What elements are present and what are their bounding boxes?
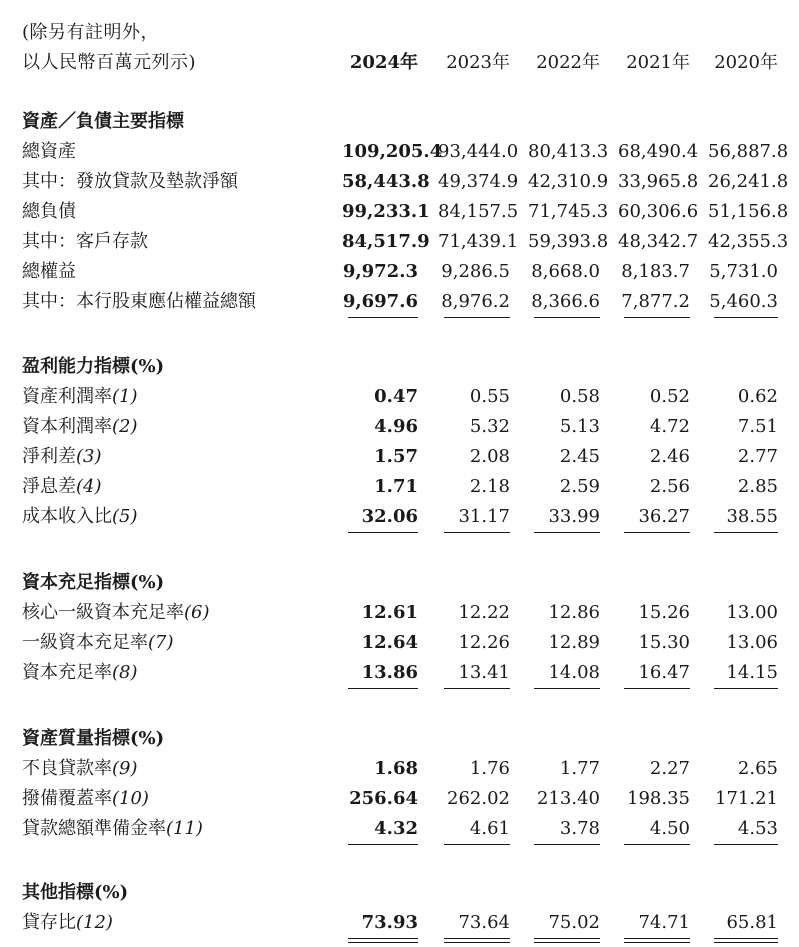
row-label-text: 淨息差	[22, 476, 76, 497]
row-label	[22, 788, 149, 810]
section-underline	[534, 532, 600, 533]
section-underline	[348, 688, 418, 689]
footnote-ref: (2)	[112, 416, 138, 437]
value-cell: 2.46	[649, 446, 690, 467]
value-cell: 75.02	[548, 912, 600, 933]
row-label	[22, 201, 76, 223]
value-cell: 12.86	[548, 602, 600, 623]
footnote-ref: (9)	[112, 758, 138, 779]
value-cell: 2.77	[737, 446, 778, 467]
value-cell: 5.13	[559, 416, 600, 437]
value-cell: 33,965.8	[618, 171, 699, 192]
row-label	[22, 758, 138, 780]
row-label	[22, 602, 210, 624]
value-cell: 0.55	[469, 386, 510, 407]
row-label	[22, 171, 238, 193]
value-cell: 13.86	[361, 662, 418, 683]
value-cell: 15.30	[638, 632, 690, 653]
footnote-ref: (10)	[112, 788, 149, 809]
value-cell: 9,697.6	[342, 291, 418, 312]
footnote-ref: (1)	[112, 386, 138, 407]
value-cell: 8,366.6	[531, 291, 600, 312]
value-cell: 8,183.7	[621, 261, 690, 282]
year-header-3: 2021年	[626, 52, 690, 73]
row-label-text: 一級資本充足率	[22, 632, 148, 653]
value-cell: 56,887.8	[708, 141, 789, 162]
row-label-text: 成本收入比	[22, 506, 112, 527]
section-underline	[624, 844, 690, 845]
value-cell: 0.58	[559, 386, 600, 407]
year-header-1: 2023年	[446, 52, 510, 73]
value-cell: 4.32	[374, 818, 418, 839]
value-cell: 262.02	[447, 788, 510, 809]
value-cell: 2.27	[649, 758, 690, 779]
value-cell: 8,976.2	[441, 291, 510, 312]
double-underline	[714, 938, 778, 943]
row-label-text: 淨利差	[22, 446, 76, 467]
value-cell: 256.64	[349, 788, 418, 809]
footnote-ref: (6)	[184, 602, 210, 623]
value-cell: 14.08	[548, 662, 600, 683]
value-cell: 73.64	[458, 912, 510, 933]
row-label-text: 總負債	[22, 201, 76, 222]
double-underline	[444, 938, 510, 943]
value-cell: 84,517.9	[342, 231, 430, 252]
row-label-text: 資本利潤率	[22, 416, 112, 437]
double-underline	[534, 938, 600, 943]
row-label	[22, 141, 76, 163]
row-label	[22, 662, 138, 684]
section-underline	[444, 317, 510, 318]
value-cell: 12.22	[458, 602, 510, 623]
value-cell: 12.89	[548, 632, 600, 653]
row-label	[22, 231, 148, 253]
value-cell: 58,443.8	[342, 171, 430, 192]
value-cell: 1.76	[469, 758, 510, 779]
value-cell: 0.47	[374, 386, 418, 407]
value-cell: 42,355.3	[708, 231, 789, 252]
value-cell: 16.47	[638, 662, 690, 683]
row-label-text: 核心一級資本充足率	[22, 602, 184, 623]
value-cell: 109,205.4	[342, 141, 443, 162]
double-underline	[348, 938, 418, 943]
row-label-text: 總權益	[22, 261, 76, 282]
value-cell: 13.06	[726, 632, 778, 653]
section-underline	[714, 688, 778, 689]
row-label-text: 其中：本行股東應佔權益總額	[22, 291, 256, 312]
section-title: 資產質量指標(%)	[22, 728, 165, 749]
value-cell: 213.40	[537, 788, 600, 809]
value-cell: 59,393.8	[528, 231, 609, 252]
value-cell: 14.15	[726, 662, 778, 683]
section-underline	[444, 532, 510, 533]
value-cell: 4.72	[649, 416, 690, 437]
value-cell: 3.78	[559, 818, 600, 839]
section-underline	[714, 317, 778, 318]
value-cell: 4.53	[737, 818, 778, 839]
value-cell: 4.61	[469, 818, 510, 839]
year-header-0: 2024年	[349, 52, 418, 73]
value-cell: 9,286.5	[441, 261, 510, 282]
value-cell: 2.56	[649, 476, 690, 497]
value-cell: 9,972.3	[342, 261, 418, 282]
value-cell: 4.50	[649, 818, 690, 839]
row-label	[22, 416, 138, 438]
value-cell: 32.06	[361, 506, 418, 527]
value-cell: 15.26	[638, 602, 690, 623]
section-title: 其他指標(%)	[22, 882, 129, 903]
row-label	[22, 446, 102, 468]
value-cell: 13.00	[726, 602, 778, 623]
value-cell: 80,413.3	[528, 141, 609, 162]
row-label-text: 撥備覆蓋率	[22, 788, 112, 809]
value-cell: 84,157.5	[438, 201, 519, 222]
footnote-ref: (5)	[112, 506, 138, 527]
year-header-2: 2022年	[536, 52, 600, 73]
section-title: 資產／負債主要指標	[22, 111, 184, 132]
value-cell: 48,342.7	[618, 231, 699, 252]
value-cell: 4.96	[374, 416, 418, 437]
value-cell: 5,731.0	[709, 261, 778, 282]
value-cell: 13.41	[458, 662, 510, 683]
value-cell: 2.08	[469, 446, 510, 467]
section-underline	[624, 317, 690, 318]
value-cell: 68,490.4	[618, 141, 699, 162]
value-cell: 2.18	[469, 476, 510, 497]
footnote-ref: (3)	[76, 446, 102, 467]
value-cell: 38.55	[726, 506, 778, 527]
unit-note-line: (除另有註明外，	[22, 22, 160, 43]
value-cell: 7,877.2	[621, 291, 690, 312]
value-cell: 8,668.0	[531, 261, 600, 282]
value-cell: 42,310.9	[528, 171, 609, 192]
value-cell: 51,156.8	[708, 201, 789, 222]
value-cell: 7.51	[737, 416, 778, 437]
value-cell: 5.32	[469, 416, 510, 437]
value-cell: 74.71	[638, 912, 690, 933]
section-underline	[624, 532, 690, 533]
value-cell: 93,444.0	[438, 141, 519, 162]
section-underline	[534, 688, 600, 689]
value-cell: 1.57	[374, 446, 418, 467]
value-cell: 60,306.6	[618, 201, 699, 222]
row-label	[22, 386, 138, 408]
value-cell: 49,374.9	[438, 171, 519, 192]
unit-note-line: 以人民幣百萬元列示)	[22, 52, 197, 73]
value-cell: 71,745.3	[528, 201, 609, 222]
section-title: 資本充足指標(%)	[22, 572, 165, 593]
value-cell: 73.93	[361, 912, 418, 933]
section-underline	[348, 532, 418, 533]
value-cell: 2.65	[737, 758, 778, 779]
section-underline	[444, 688, 510, 689]
value-cell: 36.27	[638, 506, 690, 527]
value-cell: 2.59	[559, 476, 600, 497]
value-cell: 0.62	[737, 386, 778, 407]
value-cell: 2.45	[559, 446, 600, 467]
value-cell: 171.21	[715, 788, 778, 809]
value-cell: 198.35	[627, 788, 690, 809]
row-label-text: 貸存比	[22, 912, 76, 933]
value-cell: 71,439.1	[438, 231, 519, 252]
footnote-ref: (8)	[112, 662, 138, 683]
value-cell: 1.77	[559, 758, 600, 779]
value-cell: 1.68	[374, 758, 418, 779]
row-label-text: 資本充足率	[22, 662, 112, 683]
value-cell: 1.71	[374, 476, 418, 497]
value-cell: 99,233.1	[342, 201, 430, 222]
section-underline	[534, 844, 600, 845]
section-underline	[534, 317, 600, 318]
row-label-text: 其中：發放貸款及墊款淨額	[22, 171, 238, 192]
footnote-ref: (7)	[148, 632, 174, 653]
row-label-text: 資產利潤率	[22, 386, 112, 407]
row-label	[22, 506, 138, 528]
footnote-ref: (4)	[76, 476, 102, 497]
row-label-text: 貸款總額準備金率	[22, 818, 166, 839]
section-underline	[444, 844, 510, 845]
value-cell: 33.99	[548, 506, 600, 527]
row-label	[22, 291, 256, 313]
row-label	[22, 912, 113, 934]
value-cell: 31.17	[458, 506, 510, 527]
row-label	[22, 818, 203, 840]
row-label-text: 其中：客戶存款	[22, 231, 148, 252]
section-underline	[714, 844, 778, 845]
value-cell: 12.61	[361, 602, 418, 623]
year-header-4: 2020年	[714, 52, 778, 73]
double-underline	[624, 938, 690, 943]
section-underline	[624, 688, 690, 689]
value-cell: 2.85	[737, 476, 778, 497]
row-label	[22, 261, 76, 283]
section-underline	[714, 532, 778, 533]
value-cell: 5,460.3	[709, 291, 778, 312]
section-underline	[348, 844, 418, 845]
value-cell: 12.64	[361, 632, 418, 653]
footnote-ref: (12)	[76, 912, 113, 933]
value-cell: 0.52	[649, 386, 690, 407]
section-title: 盈利能力指標(%)	[22, 356, 165, 377]
footnote-ref: (11)	[166, 818, 203, 839]
value-cell: 65.81	[726, 912, 778, 933]
value-cell: 26,241.8	[708, 171, 789, 192]
value-cell: 12.26	[458, 632, 510, 653]
section-underline	[348, 317, 418, 318]
row-label	[22, 476, 102, 498]
row-label	[22, 632, 174, 654]
row-label-text: 總資產	[22, 141, 76, 162]
row-label-text: 不良貸款率	[22, 758, 112, 779]
